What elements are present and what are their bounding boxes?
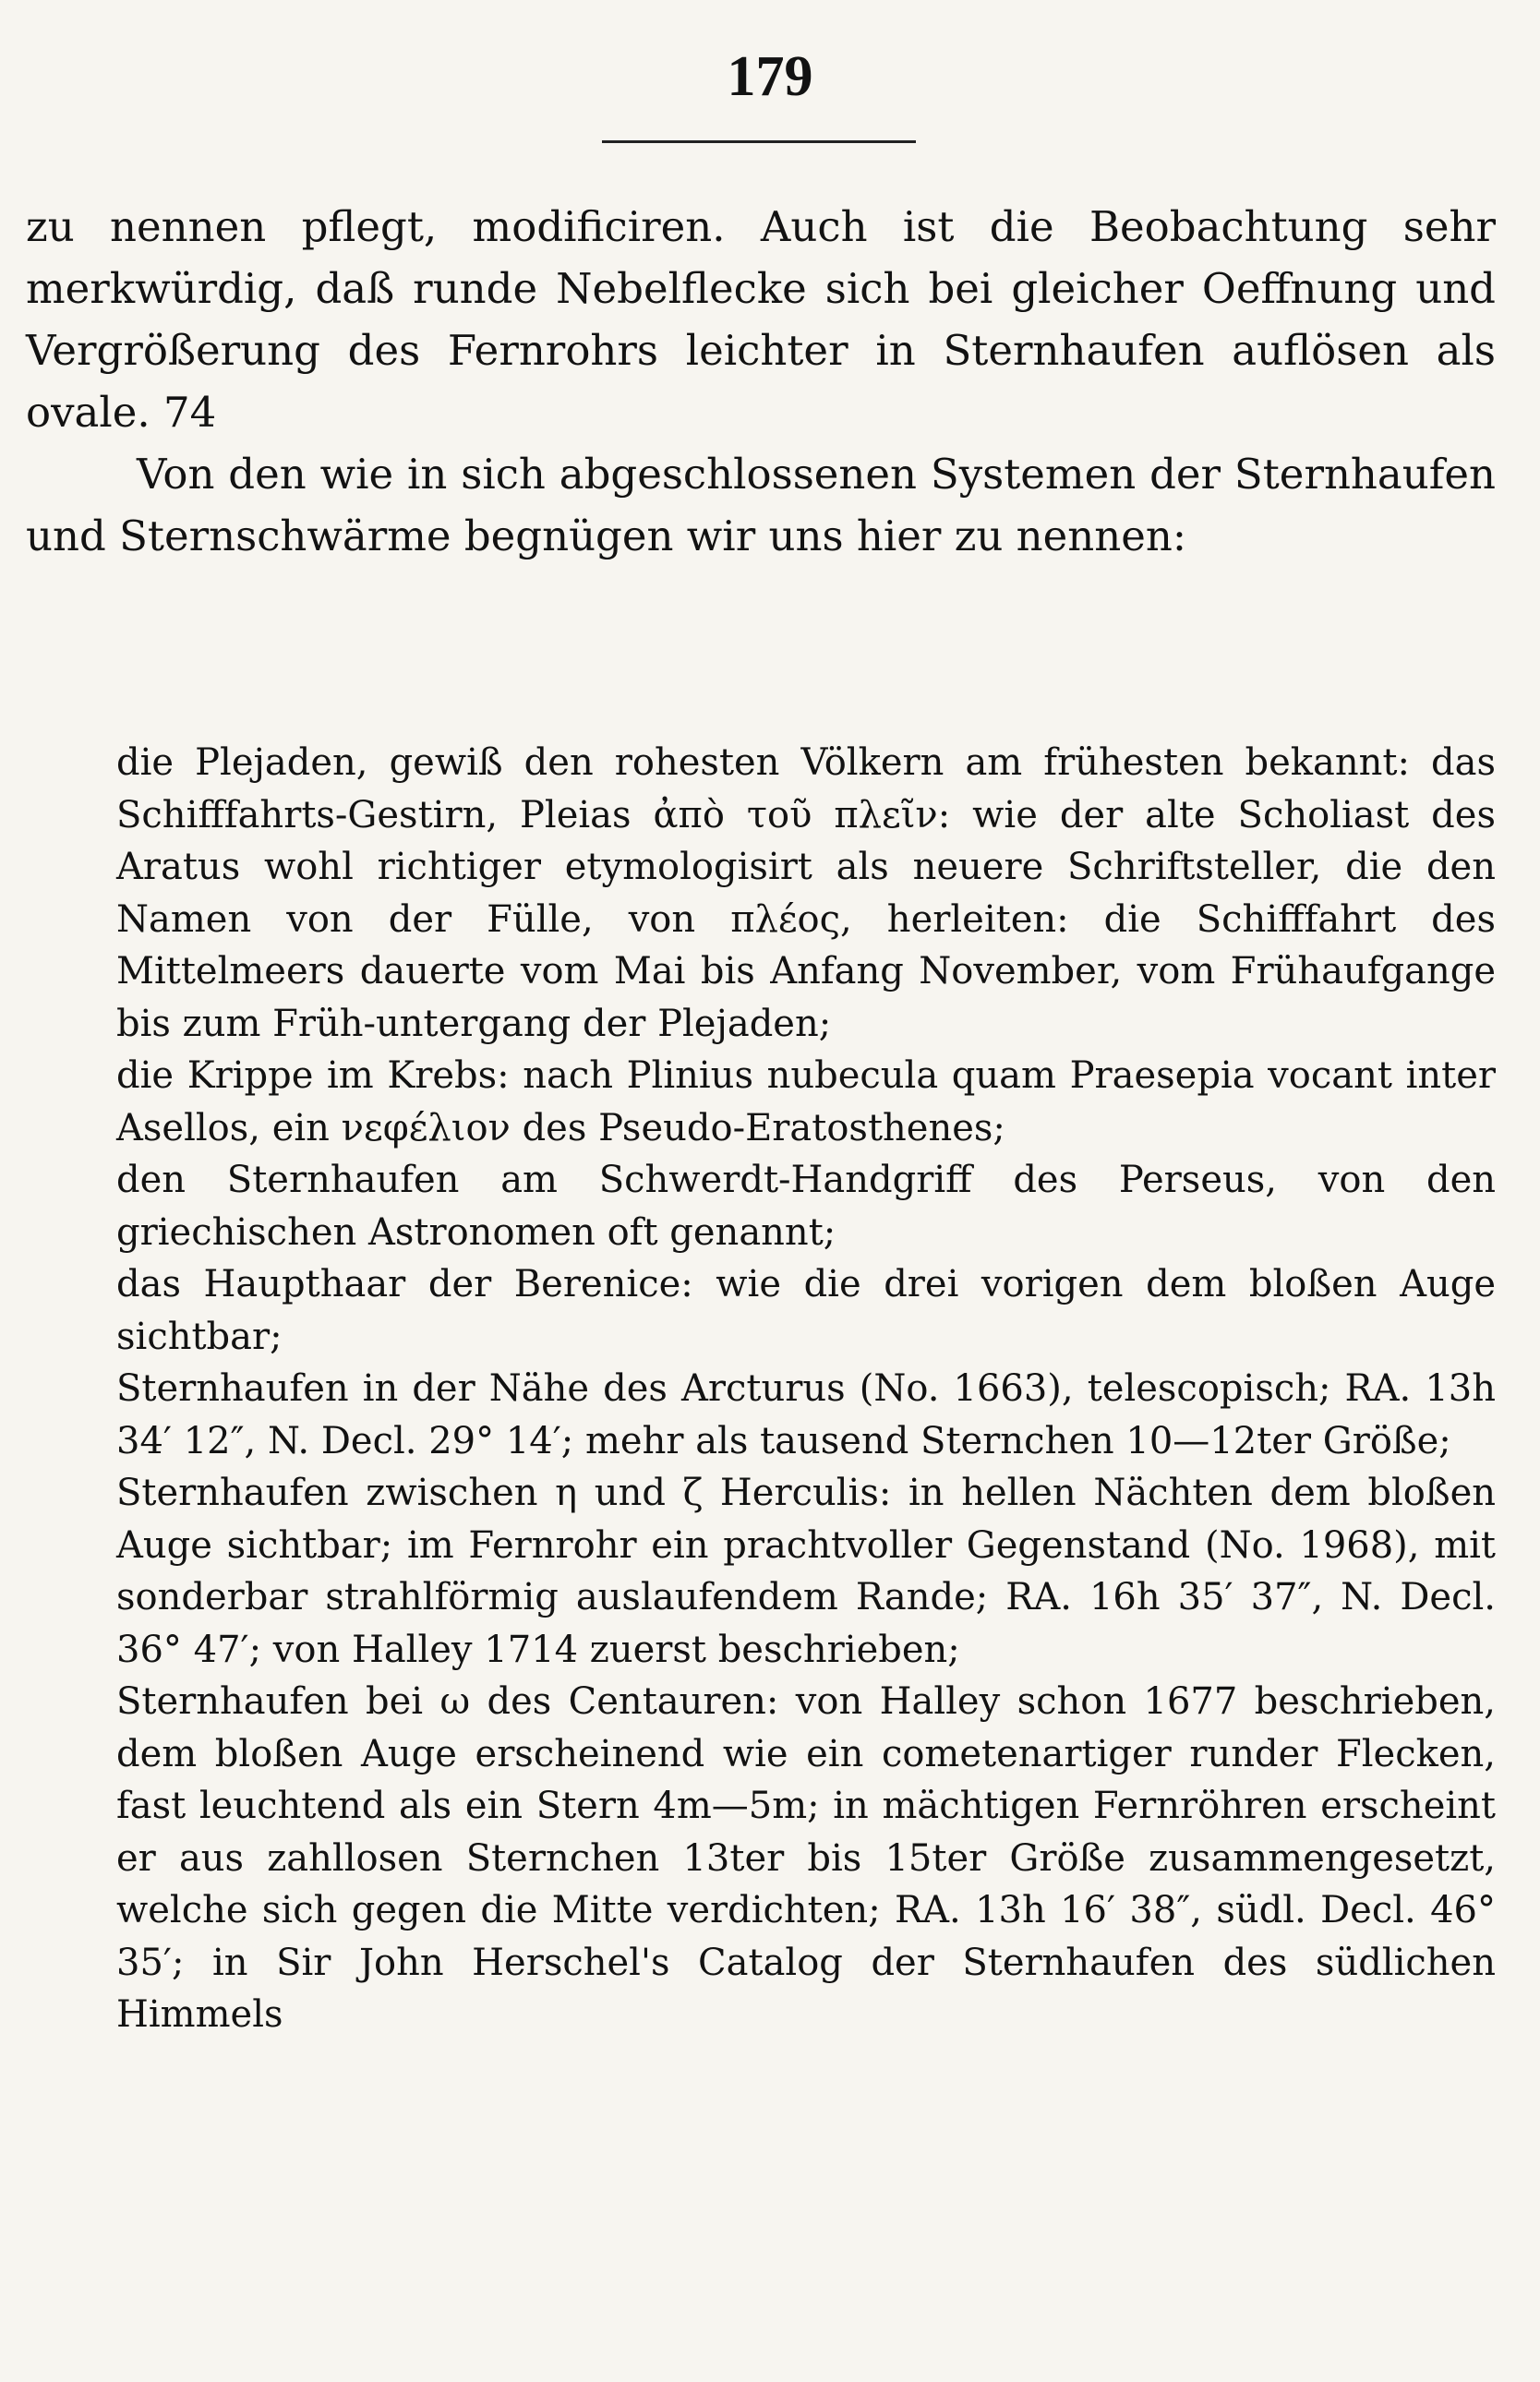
paragraph: zu nennen pflegt, modificiren. Auch ist die Beobachtung sehr merkwürdig, daß runde Nebelflecke sich bei gleicher Oeffnung und Vergrößerung des Fernrohrs leichter in Sternhaufen auflösen als ovale. 74: [26, 202, 1496, 437]
list-item: Sternhaufen in der Nähe des Arcturus (No. 1663), telescopisch; RA. 13h 34′ 12″, N. Decl. 29° 14′; mehr als tausend Sternchen 10—12ter Größe;: [116, 1367, 1496, 1462]
header-rule: [602, 140, 916, 143]
body-text: [26, 196, 1496, 567]
list-item: den Sternhaufen am Schwerdt-Handgriff des Perseus, von den griechischen Astronomen oft genannt;: [116, 1159, 1496, 1254]
star-cluster-list: [116, 737, 1496, 2041]
list-item: die Plejaden, gewiß den rohesten Völkern am frühesten bekannt: das Schifffahrts-Gestirn, Pleias ἀπὸ τοῦ πλεῖν: wie der alte Scholiast des Aratus wohl richtiger etymologisirt als neuere Schriftsteller, die den Namen von der Fülle, von πλέος, herleiten: die Schifffahrt des Mittelmeers dauerte vom Mai bis Anfang November, vom Frühaufgange bis zum Früh-untergang der Plejaden;: [116, 741, 1496, 1045]
list-item: Sternhaufen zwischen η und ζ Herculis: in hellen Nächten dem bloßen Auge sichtbar; im Fernrohr ein prachtvoller Gegenstand (No. 1968), mit sonderbar strahlförmig auslaufendem Rande; RA. 16h 35′ 37″, N. Decl. 36° 47′; von Halley 1714 zuerst beschrieben;: [116, 1472, 1496, 1671]
list-item: Sternhaufen bei ω des Centauren: von Halley schon 1677 beschrieben, dem bloßen Auge erscheinend wie ein cometenartiger runder Flecken, fast leuchtend als ein Stern 4m—5m; in mächtigen Fernröhren erscheint er aus zahllosen Sternchen 13ter bis 15ter Größe zusammengesetzt, welche sich gegen die Mitte verdichten; RA. 13h 16′ 38″, südl. Decl. 46° 35′; in Sir John Herschel's Catalog der Sternhaufen des südlichen Himmels: [116, 1680, 1496, 2036]
list-item: das Haupthaar der Berenice: wie die drei vorigen dem bloßen Auge sichtbar;: [116, 1263, 1496, 1358]
page-number: 179: [727, 45, 813, 108]
paragraph: Von den wie in sich abgeschlossenen Systemen der Sternhaufen und Sternschwärme begnügen wir uns hier zu nennen:: [26, 450, 1496, 560]
list-item: die Krippe im Krebs: nach Plinius nubecula quam Praesepia vocant inter Asellos, ein νεφέλιον des Pseudo-Eratosthenes;: [116, 1054, 1496, 1149]
